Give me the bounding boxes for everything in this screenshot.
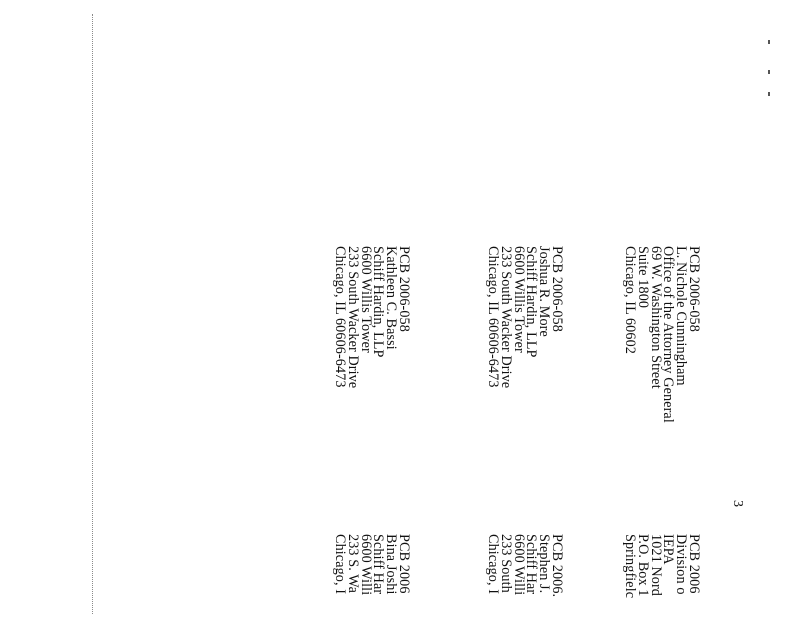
address-line: 233 South Wacker Drive (497, 246, 514, 389)
address-line: 233 S. Wa (344, 534, 361, 594)
address-line: Springfielc (622, 534, 639, 599)
address-block-kathleen-bassi (333, 246, 410, 388)
address-line: Suite 1800 (634, 246, 651, 309)
address-line: P.O. Box 1 (634, 534, 651, 597)
page-number: 3 (730, 500, 745, 507)
address-line: 69 W. Washington Street (647, 246, 664, 389)
address-line: PCB 2006-058 (549, 246, 565, 332)
address-line: Bina Joshi (383, 534, 400, 595)
address-line: PCB 2006 (396, 534, 412, 594)
address-line: L. Nichole Cunningham (673, 246, 690, 386)
address-line: PCB 2006 (686, 534, 702, 594)
scan-speck (768, 70, 770, 74)
address-line: 6600 Willis Tower (510, 246, 527, 353)
address-line: Stephen J. (536, 534, 553, 594)
address-line: Schiff Hardin, LLP (370, 246, 387, 358)
address-line: PCB 2006-058 (686, 246, 702, 332)
dotted-margin-line (92, 14, 93, 614)
address-line: Division o (673, 534, 690, 595)
address-line: Chicago, I (332, 534, 349, 595)
address-line: Chicago, IL 60602 (622, 246, 639, 354)
address-block-stephen (486, 534, 563, 597)
address-line: Joshua R. More (536, 246, 553, 337)
address-line: 6600 Willi (510, 534, 527, 596)
address-line: Chicago, IL 60606-6473 (332, 246, 349, 388)
address-block-joshua-more (486, 246, 563, 388)
address-line: PCB 2006-058 (396, 246, 412, 332)
address-line: Kathleen C. Bassi (383, 246, 400, 350)
address-block-iepa (623, 534, 700, 598)
address-line: 6600 Willis Tower (357, 246, 374, 353)
address-line: Chicago, IL 60606-6473 (485, 246, 502, 388)
address-line: 233 South Wacker Drive (344, 246, 361, 389)
scan-speck (768, 40, 770, 44)
address-block-attorney-general (623, 246, 700, 423)
address-line: Schiff Har (523, 534, 540, 595)
address-line: IEPA (660, 534, 677, 565)
address-line: Schiff Har (370, 534, 387, 595)
address-line: 233 South (497, 534, 514, 593)
address-line: Chicago, I (485, 534, 502, 595)
address-block-bina-joshi (333, 534, 410, 595)
scan-speck (768, 92, 770, 96)
address-line: PCB 2006. (549, 534, 565, 598)
address-line: 6600 Willi (357, 534, 374, 596)
address-line: Schiff Hardin, LLP (523, 246, 540, 358)
address-line: Office of the Attorney General (660, 246, 677, 423)
address-line: 1021 Nord (647, 534, 664, 596)
